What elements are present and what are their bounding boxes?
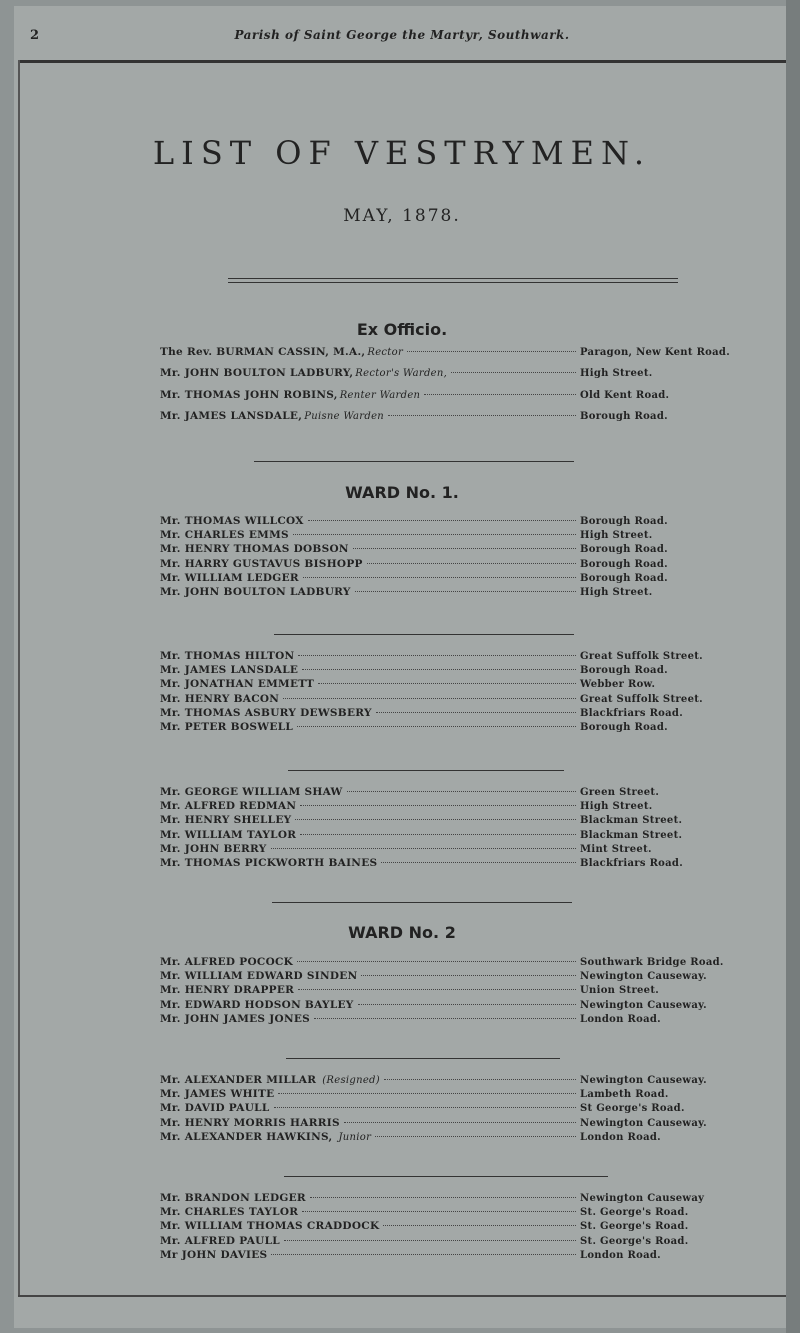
dot-leader [303,577,576,578]
vestryman-address: St George's Road. [580,1103,685,1115]
vestryman-name: Mr. BRANDON LEDGER [160,1192,306,1204]
vestryman-entry [160,529,770,543]
vestryman-entry [160,800,770,814]
vestryman-address: Borough Road. [580,665,668,677]
divider [254,461,574,462]
dot-leader [451,372,576,373]
vestryman-entry [160,843,770,857]
vestryman-entry [160,693,770,707]
vestryman-address: Old Kent Road. [580,389,670,401]
vestryman-entry [160,1192,770,1206]
vestryman-address: St. George's Road. [580,1221,689,1233]
vestryman-note: (Resigned) [322,1075,380,1086]
dot-leader [388,415,576,416]
vestryman-name: Mr. THOMAS ASBURY DEWSBERY [160,706,372,719]
vestryman-address: Newington Causeway [580,1193,705,1204]
vestryman-entry [160,664,770,678]
vestryman-name: Mr. JOHN BERRY [160,842,267,855]
vestryman-address: St. George's Road. [580,1207,689,1219]
page-header [14,6,790,56]
vestryman-name: Mr. THOMAS WILLCOX [160,515,304,527]
dot-leader [308,520,576,521]
vestryman-address: Blackman Street. [580,829,683,841]
vestryman-name: Mr. JAMES WHITE [160,1088,275,1101]
dot-leader [297,961,576,962]
dot-leader [283,698,576,699]
ward-1-group-3 [160,786,770,871]
dot-leader [310,1197,576,1198]
vestryman-entry [160,410,770,431]
dot-leader [344,1122,576,1123]
vestryman-address: Blackfriars Road. [580,857,684,869]
vestryman-name: Mr. JOHN JAMES JONES [160,1012,311,1025]
vestryman-address: London Road. [580,1013,661,1025]
dot-leader [358,1004,576,1005]
ex-officio-list [160,346,770,431]
dot-leader [284,1240,576,1241]
vestryman-address: Newington Causeway. [580,1117,707,1129]
vestryman-address: Great Suffolk Street. [580,651,703,662]
vestryman-name: Mr. WILLIAM TAYLOR [160,828,297,841]
vestryman-name: Mr. WILLIAM LEDGER [160,571,299,584]
vestryman-address: High Street. [580,368,653,380]
vestryman-name: Mr. GEORGE WILLIAM SHAW [160,786,343,798]
vestryman-entry [160,1074,770,1088]
vestryman-entry [160,814,770,828]
vestryman-address: Webber Row. [580,679,656,691]
vestryman-entry [160,1249,770,1263]
vestryman-entry [160,721,770,735]
dot-leader [298,655,576,656]
dot-leader [375,1136,576,1137]
vestryman-entry [160,999,770,1013]
vestryman-address: Mint Street. [580,843,652,855]
dot-leader [314,1018,576,1019]
vestryman-entry [160,515,770,529]
vestryman-address: Borough Road. [580,721,668,733]
divider [228,278,678,283]
vestryman-entry [160,650,770,664]
vestryman-address: High Street. [580,530,653,542]
vestryman-address: London Road. [580,1249,661,1261]
vestryman-name: Mr JOHN DAVIES [160,1248,268,1261]
vestryman-name: Mr. ALEXANDER MILLAR [160,1074,317,1086]
vestryman-address: Paragon, New Kent Road. [580,347,731,358]
vestryman-name: Mr. WILLIAM EDWARD SINDEN [160,970,358,983]
dot-leader [300,805,576,806]
vestryman-name: Mr. JAMES LANSDALE [160,664,299,677]
dot-leader [293,534,576,535]
vestryman-name: Mr. HENRY SHELLEY [160,814,292,827]
vestryman-name: Mr. THOMAS JOHN ROBINS, [160,388,338,401]
vestryman-address: Union Street. [580,985,660,997]
ward-1-group-2 [160,650,770,735]
vestryman-address: Newington Causeway. [580,1075,707,1086]
vestryman-address: Newington Causeway. [580,999,707,1011]
date-line: MAY, 1878. [343,206,461,226]
header-rule [18,60,788,63]
vestryman-name: Mr. JOHN BOULTON LADBURY [160,585,351,598]
vestryman-address: St. George's Road. [580,1235,689,1247]
vestryman-name: Mr. DAVID PAULL [160,1102,270,1115]
ex-officio-heading: Ex Officio. [356,320,448,339]
vestryman-name: Mr. CHARLES TAYLOR [160,1206,299,1219]
dot-leader [381,862,576,863]
vestryman-entry [160,984,770,998]
vestryman-address: London Road. [580,1131,661,1143]
bottom-rule [18,1295,788,1297]
vestryman-name: Mr. JAMES LANSDALE, [160,409,303,422]
vestryman-entry [160,1088,770,1102]
page-title: LIST OF VESTRYMEN. [152,134,652,172]
vestryman-role: Rector's Warden, [355,368,448,380]
vestryman-name: Mr. JOHN BOULTON LADBURY, [160,367,354,380]
running-title: Parish of Saint George the Martyr, Southwark. [234,28,570,42]
vestryman-entry [160,346,770,367]
vestryman-name: Mr. PETER BOSWELL [160,720,294,733]
ward-2-heading: WARD No. 2 [348,923,456,942]
dot-leader [376,712,576,713]
divider [272,902,572,903]
vestryman-address: Newington Causeway. [580,971,707,983]
vestryman-address: Green Street. [580,787,660,798]
vestryman-note: Junior [338,1131,372,1143]
vestryman-entry [160,857,770,871]
left-border [18,60,20,1295]
vestryman-entry [160,1206,770,1220]
vestryman-address: Borough Road. [580,544,668,556]
dot-leader [302,1211,576,1212]
dot-leader [347,791,576,792]
divider [288,770,564,771]
vestryman-name: Mr. WILLIAM THOMAS CRADDOCK [160,1220,380,1233]
dot-leader [271,1254,576,1255]
vestryman-entry [160,367,770,388]
dot-leader [278,1093,576,1094]
vestryman-name: Mr. THOMAS PICKWORTH BAINES [160,856,378,869]
dot-leader [383,1225,576,1226]
document-page [14,6,790,1328]
dot-leader [384,1079,576,1080]
vestryman-name: Mr. HENRY THOMAS DOBSON [160,543,349,556]
vestryman-address: Borough Road. [580,410,668,422]
vestryman-name: Mr. HENRY BACON [160,692,280,705]
dot-leader [407,351,576,352]
dot-leader [355,591,576,592]
vestryman-address: High Street. [580,801,653,813]
vestryman-name: Mr. CHARLES EMMS [160,529,289,542]
ward-2-group-1 [160,956,770,1027]
vestryman-name: Mr. ALFRED PAULL [160,1234,280,1247]
dot-leader [271,848,577,849]
vestryman-address: Southwark Bridge Road. [580,957,724,968]
vestryman-name: Mr. THOMAS HILTON [160,650,295,662]
vestryman-address: Borough Road. [580,516,668,527]
vestryman-role: Rector [367,347,404,358]
vestryman-entry [160,956,770,970]
vestryman-role: Renter Warden [339,389,421,401]
vestryman-name: Mr. ALFRED REDMAN [160,800,297,813]
ward-2-group-3 [160,1192,770,1263]
vestryman-address: High Street. [580,586,653,598]
vestryman-name: The Rev. BURMAN CASSIN, M.A., [160,346,366,358]
vestryman-entry [160,1235,770,1249]
page-number: 2 [30,28,40,43]
dot-leader [274,1107,576,1108]
vestryman-entry [160,586,770,600]
vestryman-address: Great Suffolk Street. [580,693,703,705]
dot-leader [361,975,576,976]
divider [286,1058,560,1059]
vestryman-entry [160,389,770,410]
dot-leader [318,683,576,684]
dot-leader [367,563,576,564]
dot-leader [300,834,576,835]
vestryman-name: Mr. HARRY GUSTAVUS BISHOPP [160,557,363,570]
vestryman-name: Mr. HENRY MORRIS HARRIS [160,1116,340,1129]
vestryman-name: Mr. HENRY DRAPPER [160,984,295,997]
divider [274,634,574,635]
vestryman-entry [160,558,770,572]
dot-leader [302,669,576,670]
vestryman-entry [160,1220,770,1234]
dot-leader [353,548,576,549]
vestryman-address: Lambeth Road. [580,1089,669,1101]
vestryman-name: Mr. JONATHAN EMMETT [160,678,315,691]
ward-1-group-1 [160,515,770,600]
vestryman-entry [160,707,770,721]
vestryman-address: Borough Road. [580,558,668,570]
vestryman-entry [160,678,770,692]
vestryman-address: Borough Road. [580,572,668,584]
vestryman-entry [160,543,770,557]
ward-1-heading: WARD No. 1. [345,483,459,502]
ward-2-group-2 [160,1074,770,1145]
vestryman-entry [160,1131,770,1145]
divider [284,1176,608,1177]
dot-leader [297,726,576,727]
vestryman-entry [160,786,770,800]
vestryman-address: Blackfriars Road. [580,707,684,719]
dot-leader [424,394,576,395]
vestryman-entry [160,1013,770,1027]
page-edge [786,0,800,1333]
vestryman-entry [160,970,770,984]
vestryman-name: Mr. EDWARD HODSON BAYLEY [160,998,354,1011]
vestryman-entry [160,572,770,586]
vestryman-role: Puisne Warden [304,410,385,422]
vestryman-name: Mr. ALFRED POCOCK [160,956,294,968]
vestryman-entry [160,1117,770,1131]
vestryman-address: Blackman Street. [580,815,683,827]
vestryman-name: Mr. ALEXANDER HAWKINS, [160,1130,333,1143]
vestryman-entry [160,1102,770,1116]
vestryman-entry [160,829,770,843]
dot-leader [295,819,576,820]
dot-leader [298,989,576,990]
